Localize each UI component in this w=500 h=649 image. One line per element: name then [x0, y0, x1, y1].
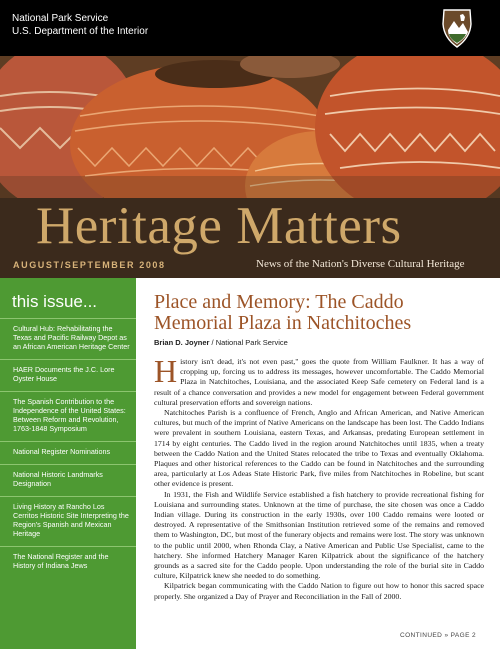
masthead-tagline: News of the Nation's Diverse Cultural Heritage — [256, 258, 465, 270]
article-paragraph-1: History isn't dead, it's not even past," goes the quote from William Faulkner. It has a way of cropping up, forcing us to address its messages, however uncomfortable. The Caddo Memorial Plaza in Natchitoches, Louisiana, and the associated Keep Safe cemetery on Federal land is a result of a chance conversation and provides a new model for engagement between Federal government cultural preservation efforts and sovereign nations. — [154, 353, 484, 407]
toc-item-haer-oyster-house: HAER Documents the J.C. Lore Oyster House — [0, 359, 136, 391]
toc-item-indiana-jews: The National Register and the History of Indiana Jews — [0, 546, 136, 578]
issue-date: AUGUST/SEPTEMBER 2008 — [13, 260, 166, 270]
pottery-photo — [0, 56, 500, 198]
sidebar-heading: this issue... — [12, 292, 98, 311]
masthead-title: Heritage Matters — [36, 197, 402, 255]
article-body — [154, 353, 484, 602]
table-of-contents — [0, 318, 136, 578]
article-paragraph-2: Natchitoches Parish is a confluence of French, Anglo and African American, and Native American cultures, but much of the imprint of Native Americans on the landscape has been lost. The Caddo Indians were prevalent in southern Louisiana, eastern Texas, and Arkansas, predating European settlement in 1714 by eight centuries. The Caddo lived in the region around Natchitoches until 1835, when a treaty between the Caddo Nation and the United States relocated the tribe to Texas and eventually Oklahoma. Plaques and other historical references to the Caddo can be found in Natchitoches and the surrounding area, particularly at Los Adeas State Historic Park, five miles from Natchitoches in Robeline, but scant other evidence is present. — [154, 408, 484, 489]
toc-item-spanish-contribution: The Spanish Contribution to the Independence of the United States: Between Reform and Revolution, 1763-1848 Symposium — [0, 391, 136, 441]
sidebar-contents — [0, 278, 136, 649]
nps-arrowhead-logo-icon — [440, 8, 474, 48]
article-paragraph-4: Kilpatrick began communicating with the Caddo Nation to figure out how to honor this sacred space properly. She organized a Day of Prayer and Reconciliation in the Fall of 2000. — [154, 581, 484, 601]
agency-line-1: National Park Service — [12, 13, 109, 24]
toc-item-nhl-designation: National Historic Landmarks Designation — [0, 464, 136, 496]
agency-line-2: U.S. Department of the Interior — [12, 26, 149, 37]
drop-cap: H — [154, 353, 178, 389]
author-org: / National Park Service — [209, 338, 288, 347]
agency-name — [12, 12, 148, 38]
toc-item-national-register-nominations: National Register Nominations — [0, 441, 136, 464]
article-paragraph-3: In 1931, the Fish and Wildlife Service established a fish hatchery to provide recreational fishing for Louisiana and surrounding states. Unknown at the time of purchase, the site chosen was once a Caddo Indian village. During its construction in the early 1930s, over 100 Caddo remains were looted or destroyed. A representative of the Smithsonian Institution retrieved some of the remains and removed them to Washington, DC, but most of the funerary objects and remains were lost. The story was unknown to the public until 2000, when Rhonda Clay, a Native American and Public Use Specialist, came to the hatchery. She informed Hatchery Manager Karen Kilpatrick about the significance of the hatchery grounds as a sacred site for the Caddo people. Upon understanding the role of the burial site in Caddo culture, Kilpatrick knew she needed to do something. — [154, 489, 484, 581]
toc-item-cultural-hub: Cultural Hub: Rehabilitating the Texas and Pacific Railway Depot as an African American Heritage Center — [0, 318, 136, 359]
article-byline — [154, 338, 484, 347]
article — [154, 292, 484, 602]
author-name: Brian D. Joyner — [154, 338, 210, 347]
continued-link[interactable]: CONTINUED » PAGE 2 — [400, 632, 477, 639]
header-bar — [0, 0, 500, 56]
pottery-illustration — [0, 56, 500, 198]
toc-item-living-history: Living History at Rancho Los Cerritos Historic Site Interpreting the Region's Spanish and Mexican Heritage — [0, 496, 136, 546]
article-headline: Place and Memory: The Caddo Memorial Plaza in Natchitoches — [154, 291, 412, 334]
